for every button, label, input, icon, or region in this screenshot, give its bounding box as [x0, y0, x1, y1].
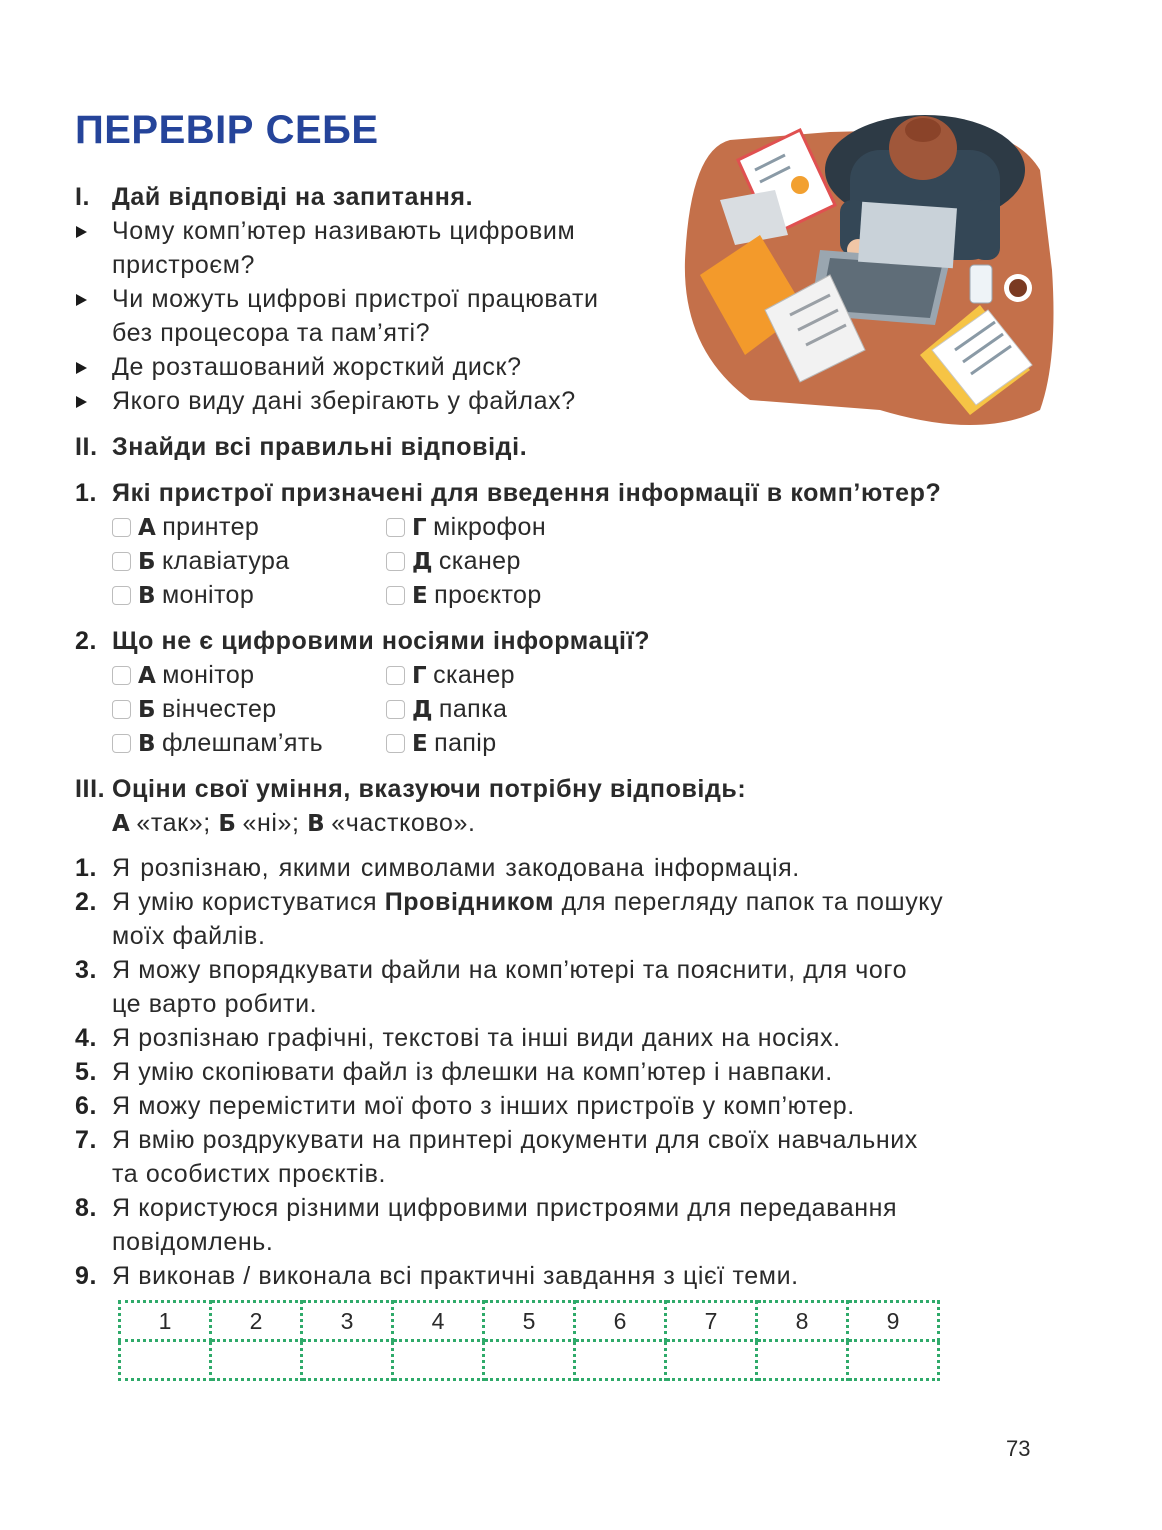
- option-q2-d[interactable]: Г сканер: [386, 658, 515, 693]
- answer-cell[interactable]: [666, 1341, 757, 1380]
- rating-table-header: 7: [666, 1302, 757, 1341]
- option-q1-c[interactable]: В монітор: [112, 578, 254, 613]
- rating-table-header: 8: [757, 1302, 848, 1341]
- rating-table-header: 1: [120, 1302, 211, 1341]
- option-q1-d[interactable]: Г мікрофон: [386, 510, 546, 545]
- option-q1-b[interactable]: Б клавіатура: [112, 544, 290, 579]
- rating-table-header: 6: [575, 1302, 666, 1341]
- rating-table-header: 5: [484, 1302, 575, 1341]
- checkbox[interactable]: [386, 552, 405, 571]
- option-q2-b[interactable]: Б вінчестер: [112, 692, 277, 727]
- rating-table: [118, 1300, 940, 1381]
- answer-cell[interactable]: [575, 1341, 666, 1380]
- checkbox[interactable]: [386, 518, 405, 537]
- checkbox[interactable]: [386, 586, 405, 605]
- checkbox[interactable]: [112, 552, 131, 571]
- checkbox[interactable]: [386, 666, 405, 685]
- checkbox[interactable]: [386, 700, 405, 719]
- answer-cell[interactable]: [757, 1341, 848, 1380]
- answer-cell[interactable]: [120, 1341, 211, 1380]
- checkbox[interactable]: [112, 518, 131, 537]
- checkbox[interactable]: [112, 666, 131, 685]
- checkbox[interactable]: [386, 734, 405, 753]
- rating-table-header: 4: [393, 1302, 484, 1341]
- checkbox[interactable]: [112, 586, 131, 605]
- rating-legend: А «так»; Б «ні»; В «частково».: [112, 809, 476, 837]
- option-q1-f[interactable]: Е проєктор: [386, 578, 542, 613]
- option-q2-c[interactable]: В флешпам’ять: [112, 726, 323, 761]
- checkbox[interactable]: [112, 700, 131, 719]
- bullet-icon: [76, 226, 87, 238]
- option-q1-e[interactable]: Д сканер: [386, 544, 521, 579]
- option-q2-a[interactable]: А монітор: [112, 658, 254, 693]
- answer-cell[interactable]: [393, 1341, 484, 1380]
- rating-table-header-row: [120, 1302, 939, 1341]
- rating-table-header: 2: [211, 1302, 302, 1341]
- bullet-icon: [76, 396, 87, 408]
- checkbox[interactable]: [112, 734, 131, 753]
- option-q2-f[interactable]: Е папір: [386, 726, 497, 761]
- page-number: 73: [1006, 1436, 1031, 1461]
- answer-cell[interactable]: [211, 1341, 302, 1380]
- bullet-icon: [76, 362, 87, 374]
- bullet-icon: [76, 294, 87, 306]
- page-title: ПЕРЕВІР СЕБЕ: [75, 108, 379, 152]
- desk-workspace-illustration: [680, 110, 1060, 445]
- option-q2-e[interactable]: Д папка: [386, 692, 507, 727]
- rating-table-header: 9: [848, 1302, 939, 1341]
- option-q1-a[interactable]: А принтер: [112, 510, 259, 545]
- answer-cell[interactable]: [848, 1341, 939, 1380]
- answer-cell[interactable]: [484, 1341, 575, 1380]
- answer-cell[interactable]: [302, 1341, 393, 1380]
- rating-table-header: 3: [302, 1302, 393, 1341]
- rating-table-answer-row: [120, 1341, 939, 1380]
